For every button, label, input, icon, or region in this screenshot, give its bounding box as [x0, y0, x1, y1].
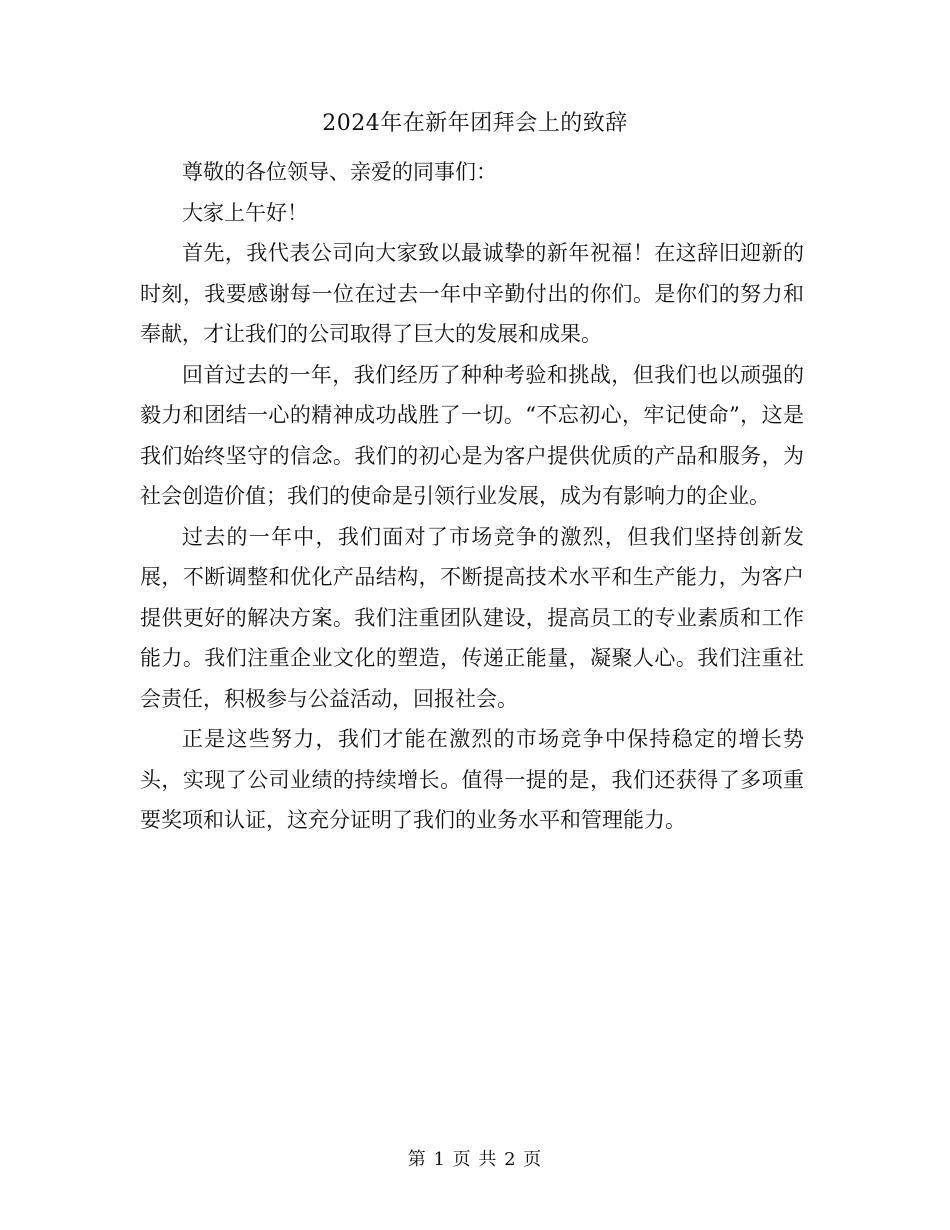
page-number-footer: 第 1 页 共 2 页 [407, 1149, 543, 1170]
document-body [140, 152, 804, 841]
salutation: 尊敬的各位领导、亲爱的同事们： [182, 160, 497, 184]
greeting: 大家上午好！ [182, 200, 308, 225]
document-title: 2024年在新年团拜会上的致辞 [322, 111, 628, 136]
paragraph: 正是这些努力，我们才能在激烈的市场竞争中保持稳定的增长势头，实现了公司业绩的持续增长。值得一提的是，我们还获得了多项重要奖项和认证，这充分证明了我们的业务水平和管理能力。 [140, 727, 804, 832]
paragraph: 回首过去的一年，我们经历了种种考验和挑战，但我们也以顽强的毅力和团结一心的精神成功战胜了一切。“不忘初心，牢记使命”，这是我们始终坚守的信念。我们的初心是为客户提供优质的产品和服务，为社会创造价值；我们的使命是引领行业发展，成为有影响力的企业。 [140, 362, 804, 508]
paragraph: 首先，我代表公司向大家致以最诚挚的新年祝福！在这辞旧迎新的时刻，我要感谢每一位在过去一年中辛勤付出的你们。是你们的努力和奉献，才让我们的公司取得了巨大的发展和成果。 [140, 241, 804, 346]
paragraph: 过去的一年中，我们面对了市场竞争的激烈，但我们坚持创新发展，不断调整和优化产品结构，不断提高技术水平和生产能力，为客户提供更好的解决方案。我们注重团队建设，提高员工的专业素质和工作能力。我们注重企业文化的塑造，传递正能量，凝聚人心。我们注重社会责任，积极参与公益活动，回报社会。 [140, 524, 804, 711]
